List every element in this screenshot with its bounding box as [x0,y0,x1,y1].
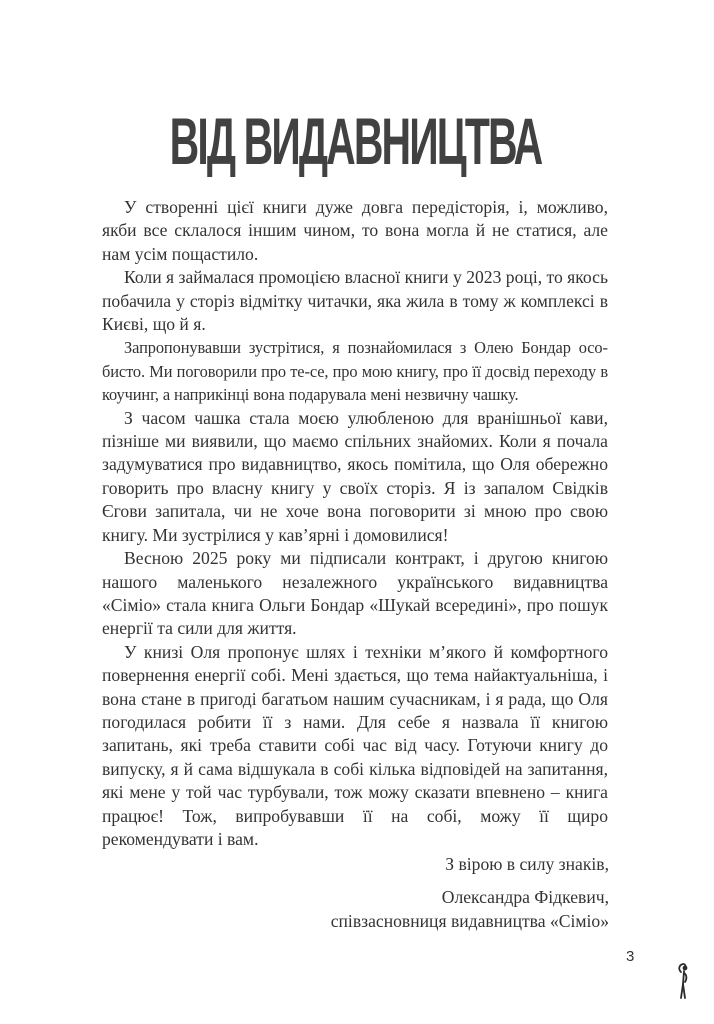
paragraph-5: Весною 2025 року ми підписали контракт, і другою книгою нашого маленького незалежного українського видавництва «Сіміо» стала книга Ольги Бондар «Шукай всередині», про пошук енергії та сили для життя. [102,548,608,639]
stick-figure-logo-icon [675,962,693,1002]
body-text [102,196,608,851]
signature-role: співзасновниця видавництва «Сіміо» [330,910,609,931]
page-number: 3 [626,948,635,965]
paragraph-1: У створенні цієї книги дуже довга передісторія, і, можливо, якби все склалося іншим чином, то вона могла й не статися, але нам усім пощастило. [102,197,608,264]
paragraph-4: З часом чашка стала моєю улюбленою для вранішньої кави, пізніше ми виявили, що маємо спільних знайомих. Коли я почала задумуватися про видавництво, якось помітила, що Оля обережно говорить про власну книгу у своїх сторіз. Я із запалом Свідків Єгови запитала, чи не хоче вона поговорити зі мною про свою книгу. Ми зустрілися у кав’ярні і домовилися! [102,407,608,545]
page-title: ВІД ВИДАВНИЦТВА [169,104,542,178]
signature-block [331,853,609,933]
paragraph-6: У книзі Оля пропонує шлях і техніки м’якого й комфортного повернення енергії собі. Мені здається, що тема найактуальніша, і вона стане в пригоді багатьом нашим сучасникам, і я рада, що Оля погодилася робити її з нами. Для себе я назвала її книгою запитань, які треба ставити собі час від часу. Готуючи книгу до випуску, я й сама відшукала в собі кілька відповідей на запитання, які мене у той час турбували, тож можу сказати впевнено – книга працює! Тож, випробувавши її на собі, можу її щиро рекомендувати і вам. [102,641,608,849]
paragraph-2: Коли я займалася промоцією власної книги у 2023 році, то якось побачила у сторіз відмітку читачки, яка жила в тому ж комплексі в Києві, що й я. [102,267,608,335]
signature-greeting: З вірою в силу знаків, [445,854,609,874]
paragraph-3: Запропонувавши зустрітися, я познайомилася з Олею Бондар особисто. Ми поговорили про те-се, про мою книгу, про її досвід переходу в коучинг, а наприкінці вона подарувала мені незвичну чашку. [102,338,608,405]
signature-name: Олександра Фідкевич, [441,887,609,908]
